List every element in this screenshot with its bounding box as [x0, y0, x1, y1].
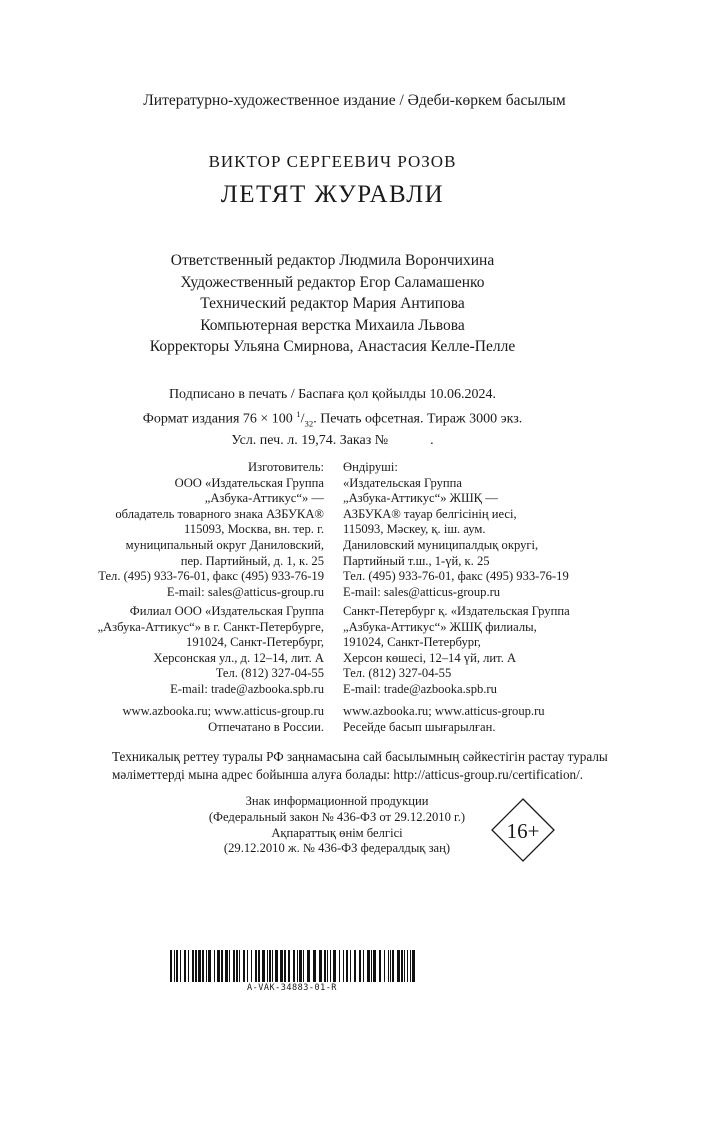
format-denominator: 32: [304, 417, 314, 428]
barcode-bar: [330, 950, 331, 982]
barcode-bar: [170, 950, 172, 982]
branch-ru-line: E-mail: trade@azbooka.spb.ru: [170, 681, 324, 696]
barcode-bar: [339, 950, 340, 982]
barcode-bar: [303, 950, 304, 982]
barcode-bar: [280, 950, 283, 982]
order-line: Усл. печ. л. 19,74. Заказ № .: [231, 433, 434, 449]
barcode-bar: [367, 950, 370, 982]
barcode-bar: [324, 950, 326, 982]
barcode-bar: [297, 950, 298, 982]
web-kz-line: www.azbooka.ru; www.atticus-group.ru: [343, 704, 545, 718]
credit-line: Художественный редактор Егор Саламашенко: [180, 273, 485, 291]
signed-line: Подписано в печать / Баспаға қол қойылды 10.06.2024.: [168, 387, 497, 402]
publisher-kz-line: 115093, Мәскеу, қ. іш. аум.: [343, 522, 486, 537]
credit-line: Компьютерная верстка Михаила Львова: [200, 316, 465, 334]
printing-info: [0, 386, 665, 451]
barcode-bar: [188, 950, 189, 982]
barcode-bar: [174, 950, 175, 982]
barcode-bar: [313, 950, 316, 982]
barcode-bar: [412, 950, 415, 982]
barcode-bar: [180, 950, 181, 982]
barcode-bar: [401, 950, 403, 982]
barcode-bar: [208, 950, 211, 982]
barcode-bar: [384, 950, 385, 982]
publisher-ru-line: Тел. (495) 933-76-01, факс (495) 933-76-19: [98, 569, 324, 584]
barcode-bar: [359, 950, 361, 982]
publisher-kz-line: Партийный т.ш., 1-үй, к. 25: [343, 553, 490, 568]
tech-regulation-note: [112, 748, 608, 784]
barcode-bar: [236, 950, 238, 982]
barcode-bar: [195, 950, 197, 982]
barcode-bar: [272, 950, 273, 982]
publisher-ru-line: Изготовитель:: [248, 460, 324, 474]
format-suffix: . Печать офсетная. Тираж 3000 экз.: [313, 411, 523, 427]
barcode-bar: [255, 950, 257, 982]
barcode-bar: [243, 950, 245, 982]
book-title: ЛЕТЯТ ЖУРАВЛИ: [220, 181, 445, 208]
barcode-bar: [176, 950, 178, 982]
format-numerator: 1: [296, 408, 301, 419]
barcode: [168, 950, 416, 982]
branch-kz-line: Херсон көшесі, 12–14 үй, лит. А: [343, 650, 517, 665]
branch-ru-line: Тел. (812) 327-04-55: [215, 666, 324, 681]
branch-kz: [343, 604, 570, 698]
branch-kz-line: 191024, Санкт-Петербург,: [343, 635, 481, 650]
barcode-bar: [221, 950, 223, 982]
publisher-ru-line: 115093, Москва, вн. тер. г.: [183, 522, 324, 537]
barcode-bar: [379, 950, 381, 982]
barcode-bar: [343, 950, 344, 982]
barcode-bar: [293, 950, 295, 982]
info-sign-line: (29.12.2010 ж. № 436-ФЗ федералдық заң): [223, 841, 451, 856]
branch-ru: [97, 604, 324, 698]
barcode-bar: [206, 950, 207, 982]
barcode-bar: [198, 950, 201, 982]
barcode-bar: [251, 950, 252, 982]
barcode-bar: [327, 950, 328, 982]
barcode-bar: [184, 950, 186, 982]
age-rating-text: 16+: [506, 819, 540, 843]
barcode-bar: [269, 950, 271, 982]
info-sign-line: (Федеральный закон № 436-ФЗ от 29.12.2010 г.): [208, 809, 466, 824]
branch-kz-line: Санкт-Петербург қ. «Издательская Группа: [343, 604, 570, 618]
credit-line: Технический редактор Мария Антипова: [200, 295, 465, 313]
barcode-bar: [192, 950, 194, 982]
format-slash: /: [300, 411, 305, 427]
publisher-ru-line: обладатель товарного знака АЗБУКА®: [115, 506, 324, 521]
info-sign-line: Ақпараттық өнім белгісі: [271, 825, 403, 840]
format-line: [0, 405, 665, 433]
publisher-kz-line: АЗБУКА® тауар белгісінің иесі,: [343, 506, 517, 521]
barcode-bar: [229, 950, 230, 982]
barcode-bar: [299, 950, 302, 982]
publisher-kz-line: „Азбука-Аттикус“» ЖШҚ —: [343, 491, 498, 506]
barcode-bar: [202, 950, 204, 982]
barcode-bar: [354, 950, 356, 982]
publisher-kz-line: Даниловский муниципалдық округі,: [343, 537, 539, 552]
barcode-bar: [346, 950, 348, 982]
barcode-bar: [392, 950, 394, 982]
publisher-kz-line: E-mail: sales@atticus-group.ru: [343, 584, 501, 599]
info-sign-line: Знак информационной продукции: [245, 794, 429, 808]
credit-line: Ответственный редактор Людмила Ворончихина: [170, 252, 495, 269]
barcode-text: A-VAK-34883-01-R: [247, 983, 337, 993]
genre-line: Литературно-художественное издание / Әдеби-көркем басылым: [143, 92, 566, 109]
author-name: ВИКТОР СЕРГЕЕВИЧ РОЗОВ: [208, 152, 457, 171]
branch-kz-line: E-mail: trade@azbooka.spb.ru: [343, 681, 497, 696]
barcode-bar: [267, 950, 268, 982]
tech-regulation-line: Техникалық реттеу туралы РФ заңнамасына сай басылымның сәйкестігін растау туралы: [112, 749, 608, 764]
publisher-kz: [343, 460, 569, 600]
barcode-bar: [247, 950, 248, 982]
barcode-bar: [225, 950, 228, 982]
format-prefix: Формат издания 76 × 100: [142, 411, 293, 427]
barcode-bar: [307, 950, 310, 982]
barcode-bar: [284, 950, 286, 982]
publisher-kz-line: «Издательская Группа: [343, 475, 462, 490]
publisher-ru-line: E-mail: sales@atticus-group.ru: [166, 584, 324, 599]
barcode-bar: [275, 950, 278, 982]
publisher-ru-line: ООО «Издательская Группа: [174, 475, 324, 490]
barcode-bar: [407, 950, 408, 982]
barcode-bar: [262, 950, 265, 982]
barcode-bar: [390, 950, 391, 982]
barcode-bar: [371, 950, 372, 982]
barcode-bar: [288, 950, 290, 982]
web-ru-line: Отпечатано в России.: [208, 719, 324, 734]
web-ru: [122, 704, 324, 735]
barcode-bar: [333, 950, 336, 982]
tech-regulation-line: мәліметтерді мына адрес бойынша алуға болады: http://atticus-group.ru/certification/.: [112, 767, 584, 782]
publisher-ru-line: муниципальный округ Даниловский,: [125, 537, 324, 552]
barcode-bar: [233, 950, 235, 982]
publisher-ru-line: „Азбука-Аттикус“» —: [204, 491, 324, 506]
barcode-bar: [319, 950, 322, 982]
age-rating-badge: [491, 798, 555, 862]
info-sign-block: [182, 794, 492, 857]
barcode-bar: [214, 950, 215, 982]
publisher-kz-line: Тел. (495) 933-76-01, факс (495) 933-76-19: [343, 569, 569, 584]
publisher-ru: [98, 460, 324, 600]
barcode-bar: [217, 950, 220, 982]
web-ru-line: www.azbooka.ru; www.atticus-group.ru: [122, 704, 324, 718]
credit-line: Корректоры Ульяна Смирнова, Анастасия Келле-Пелле: [149, 338, 516, 356]
barcode-bar: [397, 950, 400, 982]
barcode-bar: [258, 950, 260, 982]
barcode-bar: [239, 950, 240, 982]
barcode-bar: [350, 950, 351, 982]
barcode-bar: [404, 950, 405, 982]
barcode-bar: [388, 950, 389, 982]
branch-ru-line: 191024, Санкт-Петербург,: [186, 635, 324, 650]
publisher-kz-line: Өндіруші:: [343, 460, 398, 474]
web-kz-line: Ресейде басып шығарылған.: [343, 719, 496, 734]
credits-block: [0, 250, 665, 358]
publisher-ru-line: пер. Партийный, д. 1, к. 25: [180, 553, 324, 568]
branch-ru-line: „Азбука-Аттикус“» в г. Санкт-Петербурге,: [97, 619, 324, 634]
barcode-bar: [363, 950, 364, 982]
branch-kz-line: „Азбука-Аттикус“» ЖШҚ филиалы,: [343, 619, 537, 634]
branch-ru-line: Филиал ООО «Издательская Группа: [129, 604, 324, 618]
branch-kz-line: Тел. (812) 327-04-55: [343, 666, 452, 681]
barcode-bar: [410, 950, 411, 982]
barcode-bar: [373, 950, 376, 982]
web-kz: [343, 704, 545, 735]
branch-ru-line: Херсонская ул., д. 12–14, лит. А: [153, 650, 324, 665]
